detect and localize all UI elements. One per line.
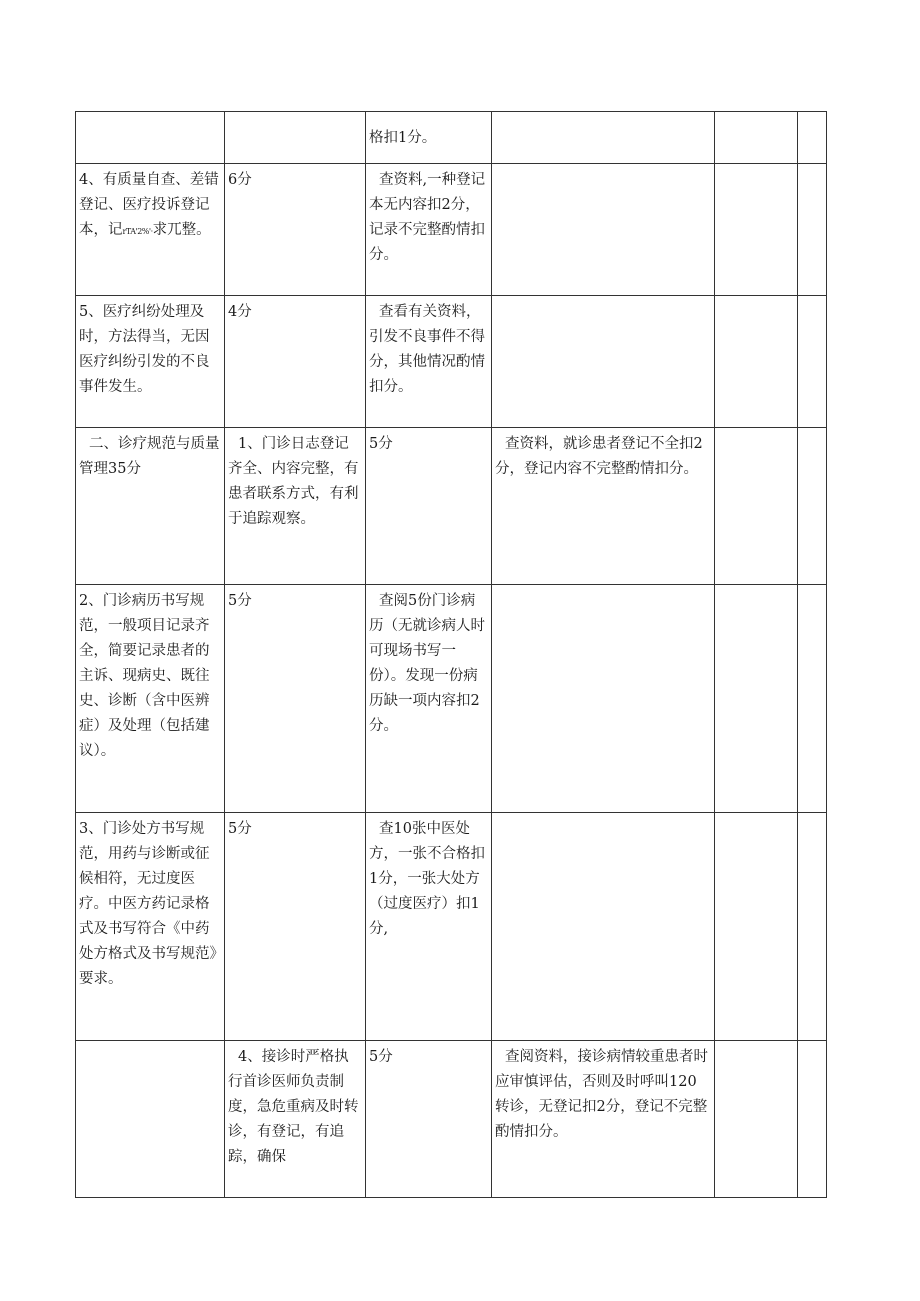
item-cell: 二、诊疗规范与质量管理35分 bbox=[76, 428, 225, 585]
score-cell: 5分 bbox=[225, 813, 366, 1041]
garbled-text: rTA'2%'· bbox=[122, 227, 153, 236]
blank-cell bbox=[715, 1041, 798, 1198]
method-cell: 查资料,一种登记本无内容扣2分，记录不完整酌情扣分。 bbox=[366, 164, 492, 296]
method-cell: 查10张中医处方，一张不合格扣1分，一张大处方（过度医疗）扣1分, bbox=[366, 813, 492, 1041]
blank-cell bbox=[715, 428, 798, 585]
blank-cell bbox=[798, 813, 827, 1041]
item-cell: 3、门诊处方书写规范，用药与诊断或征候相符，无过度医疗。中医方药记录格式及书写符合《中药处方格式及书写规范》要求。 bbox=[76, 813, 225, 1041]
deduction-cell bbox=[492, 164, 715, 296]
blank-cell bbox=[715, 813, 798, 1041]
score-cell: 5分 bbox=[225, 585, 366, 813]
method-cell: 格扣1分。 bbox=[366, 112, 492, 164]
score-cell: 6分 bbox=[225, 164, 366, 296]
item-text: 4、有质量自查、差错登记、医疗投诉登记本，记 bbox=[79, 172, 219, 238]
blank-cell bbox=[798, 164, 827, 296]
method-cell: 5分 bbox=[366, 428, 492, 585]
table-row bbox=[76, 813, 827, 1041]
blank-cell bbox=[715, 296, 798, 428]
table-row bbox=[76, 1041, 827, 1198]
score-cell: 4分 bbox=[225, 296, 366, 428]
score-cell bbox=[225, 112, 366, 164]
item-cell bbox=[76, 112, 225, 164]
evaluation-table bbox=[75, 111, 827, 1198]
blank-cell bbox=[715, 164, 798, 296]
table-row bbox=[76, 585, 827, 813]
blank-cell bbox=[798, 1041, 827, 1198]
table-row bbox=[76, 112, 827, 164]
item-cell: 5、医疗纠纷处理及时，方法得当，无因医疗纠纷引发的不良事件发生。 bbox=[76, 296, 225, 428]
table-row bbox=[76, 428, 827, 585]
blank-cell bbox=[715, 112, 798, 164]
method-cell: 5分 bbox=[366, 1041, 492, 1198]
score-cell: 1、门诊日志登记齐全、内容完整，有患者联系方式，有利于追踪观察。 bbox=[225, 428, 366, 585]
item-cell bbox=[76, 164, 225, 296]
deduction-cell bbox=[492, 813, 715, 1041]
blank-cell bbox=[798, 428, 827, 585]
deduction-cell bbox=[492, 585, 715, 813]
blank-cell bbox=[715, 585, 798, 813]
method-cell: 查看有关资料，引发不良事件不得分，其他情况酌情扣分。 bbox=[366, 296, 492, 428]
deduction-cell bbox=[492, 296, 715, 428]
table-row bbox=[76, 164, 827, 296]
item-cell: 2、门诊病历书写规范，一般项目记录齐全，简要记录患者的主诉、现病史、既往史、诊断（含中医辨症）及处理（包括建议）。 bbox=[76, 585, 225, 813]
deduction-cell: 查阅资料，接诊病情较重患者时应审慎评估，否则及时呼叫120转诊，无登记扣2分，登记不完整酌情扣分。 bbox=[492, 1041, 715, 1198]
table-row bbox=[76, 296, 827, 428]
blank-cell bbox=[798, 585, 827, 813]
deduction-cell bbox=[492, 112, 715, 164]
item-cell bbox=[76, 1041, 225, 1198]
item-tail-text: 求兀整。 bbox=[152, 222, 211, 238]
blank-cell bbox=[798, 296, 827, 428]
blank-cell bbox=[798, 112, 827, 164]
method-cell: 查阅5份门诊病历（无就诊病人时可现场书写一份）。发现一份病历缺一项内容扣2分。 bbox=[366, 585, 492, 813]
deduction-cell: 查资料，就诊患者登记不全扣2分，登记内容不完整酌情扣分。 bbox=[492, 428, 715, 585]
score-cell: 4、接诊时严格执行首诊医师负责制度，急危重病及时转诊，有登记，有追踪，确保 bbox=[225, 1041, 366, 1198]
